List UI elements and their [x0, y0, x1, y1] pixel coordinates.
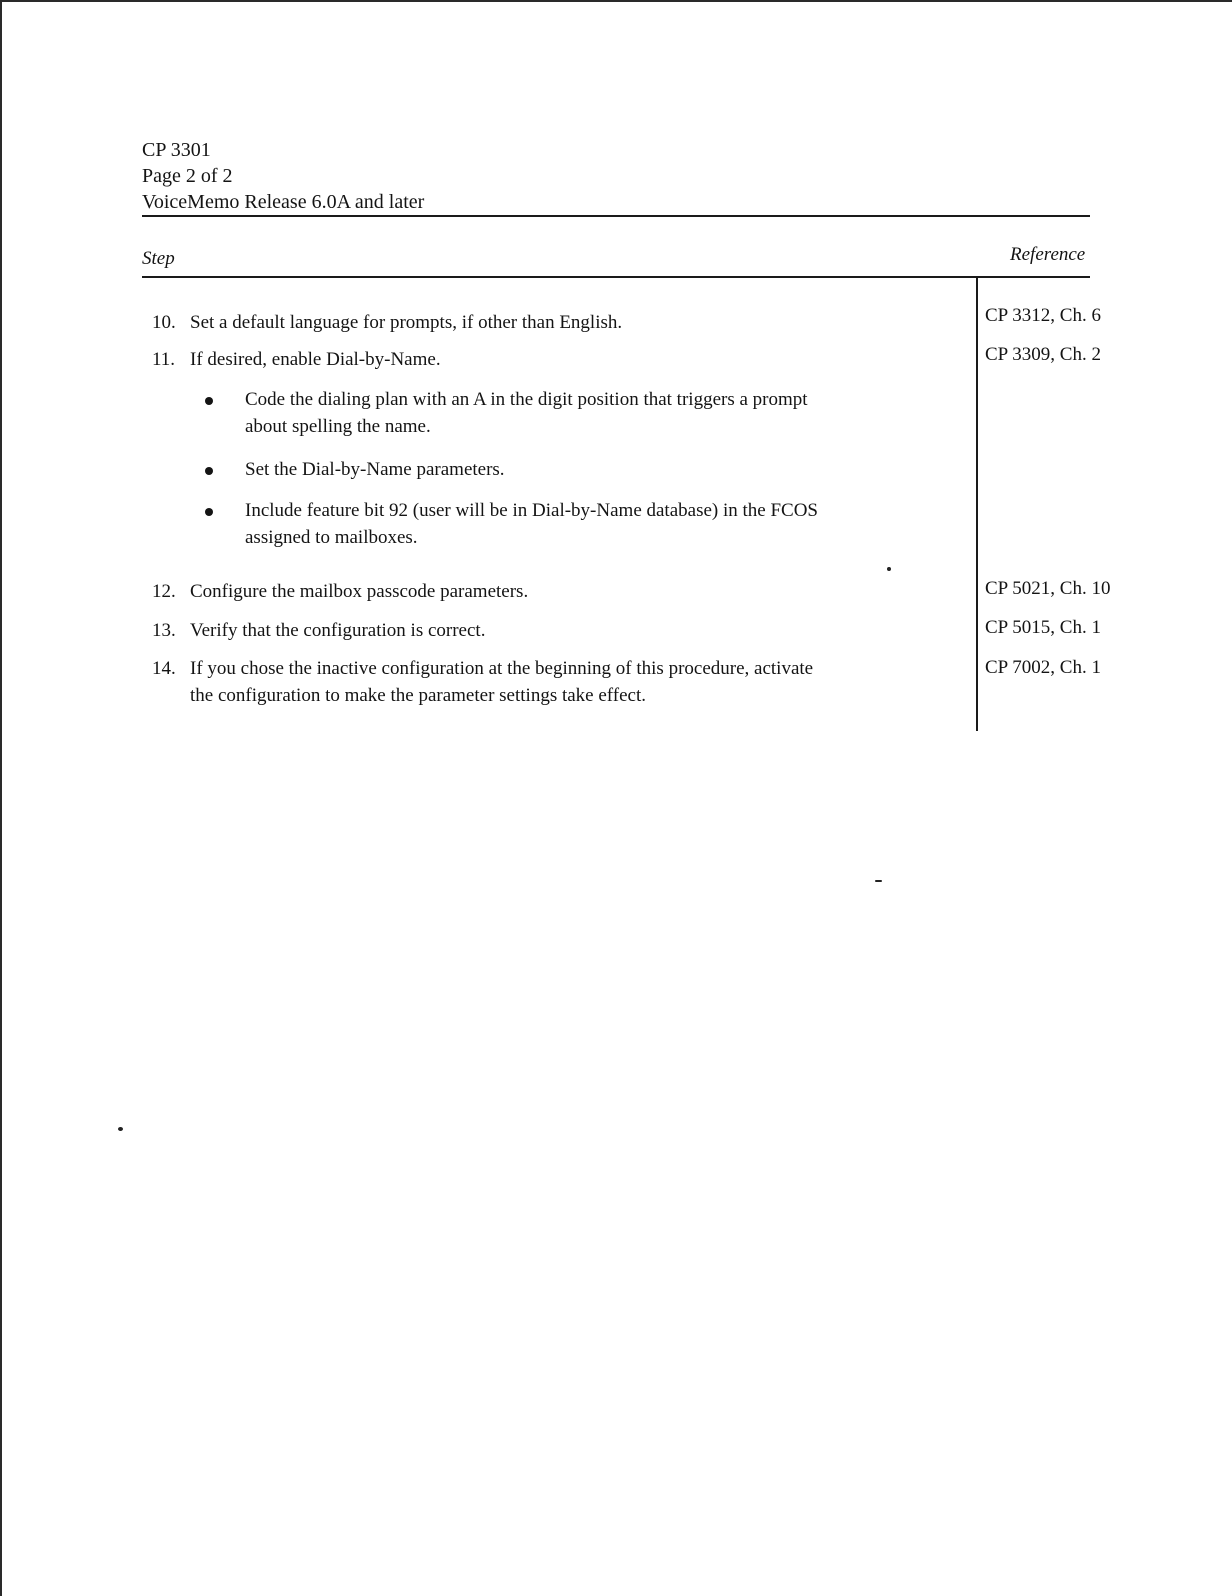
step-12-reference: CP 5021, Ch. 10 — [985, 578, 1111, 599]
bullet-icon — [205, 508, 213, 516]
column-heading-reference: Reference — [1010, 244, 1086, 265]
column-heading-step: Step — [142, 248, 175, 269]
step-number: 12. — [152, 581, 176, 602]
bullet-text-line2: assigned to mailboxes. — [245, 527, 418, 548]
step-14 — [152, 655, 932, 709]
scan-speck — [875, 880, 882, 882]
step-text: If you chose the inactive configuration at the beginning of this procedure, activate — [190, 658, 814, 679]
step-11-bullet-2 — [205, 456, 945, 483]
page-info: Page 2 of 2 — [142, 165, 233, 187]
step-text: Configure the mailbox passcode parameters. — [190, 581, 529, 602]
bullet-text-line1: Include feature bit 92 (user will be in Dial-by-Name database) in the FCOS — [245, 500, 818, 521]
step-text: If desired, enable Dial-by-Name. — [190, 349, 441, 370]
step-number: 11. — [152, 349, 176, 370]
step-11-bullet-3 — [205, 497, 945, 551]
step-11-reference: CP 3309, Ch. 2 — [985, 344, 1101, 365]
reference-column-divider — [976, 276, 978, 731]
scan-speck — [118, 1127, 123, 1131]
step-14-reference: CP 7002, Ch. 1 — [985, 657, 1101, 678]
step-13-reference: CP 5015, Ch. 1 — [985, 617, 1101, 638]
step-number: 10. — [152, 312, 176, 333]
doc-number: CP 3301 — [142, 139, 211, 161]
step-text: Verify that the configuration is correct. — [190, 620, 486, 641]
page-edge-left — [0, 0, 2, 1596]
step-number: 13. — [152, 620, 176, 641]
bullet-icon — [205, 467, 213, 475]
step-11 — [152, 346, 932, 373]
step-10-reference: CP 3312, Ch. 6 — [985, 305, 1101, 326]
step-text-continued: the configuration to make the parameter settings take effect. — [190, 685, 646, 706]
column-heading-rule — [142, 276, 1090, 278]
step-number: 14. — [152, 658, 176, 679]
bullet-text-line2: about spelling the name. — [245, 416, 431, 437]
step-text: Set a default language for prompts, if other than English. — [190, 312, 623, 333]
scan-speck — [887, 567, 891, 571]
step-13 — [152, 617, 932, 644]
header-rule — [142, 215, 1090, 217]
page-edge-top — [0, 0, 1232, 2]
step-12 — [152, 578, 932, 605]
bullet-text-line1: Code the dialing plan with an A in the digit position that triggers a prompt — [245, 389, 808, 410]
step-10 — [152, 309, 932, 336]
bullet-icon — [205, 397, 213, 405]
release-info: VoiceMemo Release 6.0A and later — [142, 191, 425, 213]
bullet-text-line1: Set the Dial-by-Name parameters. — [245, 459, 505, 480]
step-11-bullet-1 — [205, 386, 945, 440]
document-header — [142, 137, 424, 215]
